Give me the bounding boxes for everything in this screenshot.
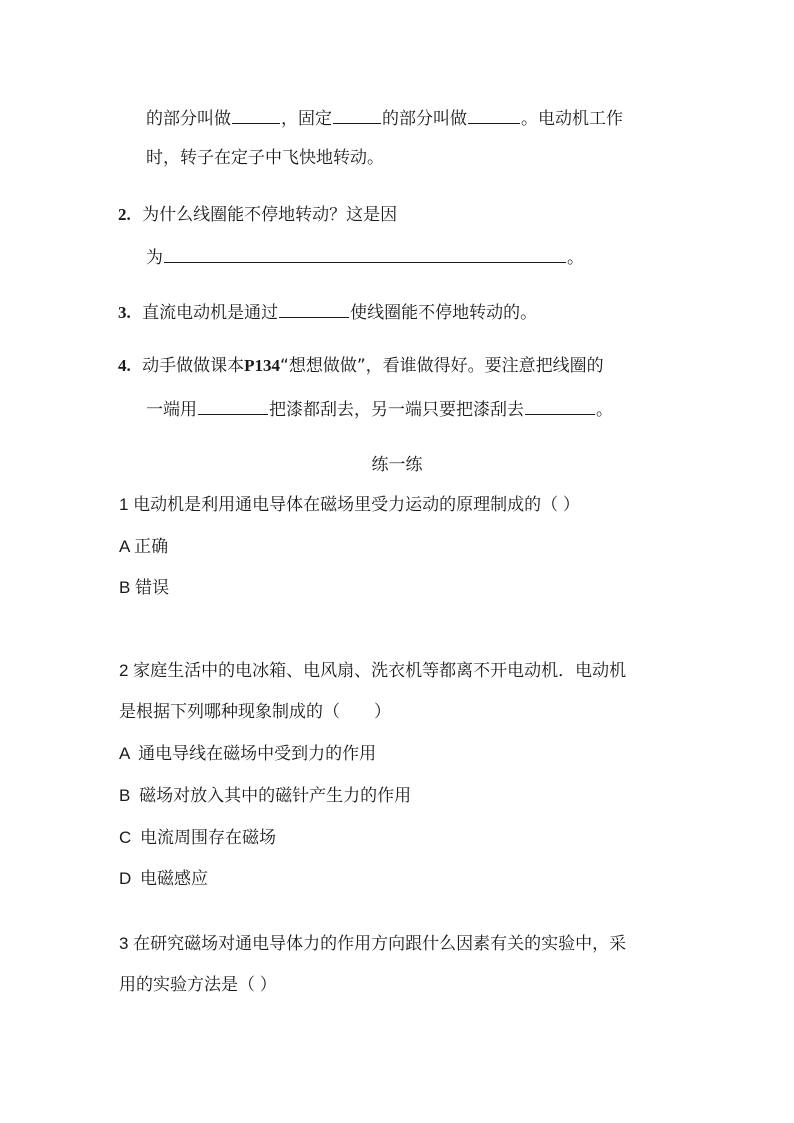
blank — [164, 244, 566, 263]
text-segment: 为 — [146, 248, 163, 268]
question-2-option-c[interactable] — [119, 826, 276, 850]
page-reference: P134 — [244, 356, 281, 375]
option-letter: A — [119, 537, 130, 556]
item-4-cont — [146, 396, 613, 422]
text-segment: 一端用 — [146, 400, 197, 420]
text-segment: 的部分叫做 — [146, 109, 231, 129]
text-segment: 。 — [596, 400, 613, 420]
text-segment: 的部分叫做 — [382, 109, 467, 129]
option-letter: C — [119, 828, 132, 847]
question-2-option-d[interactable] — [119, 867, 208, 891]
question-text: 2 家庭生活中的电冰箱、电风扇、洗衣机等都离不开电动机．电动机 — [119, 661, 627, 680]
text-segment: ，固定 — [281, 109, 332, 129]
item-text: 为什么线圈能不停地转动？这是因 — [142, 205, 398, 225]
question-2-option-a[interactable] — [119, 742, 376, 766]
option-text: 电流周围存在磁场 — [140, 828, 277, 847]
question-2-stem-line-1 — [119, 659, 626, 683]
blank — [198, 396, 268, 415]
text-segment: 直流电动机是通过 — [142, 303, 279, 323]
question-2-stem-line-2 — [119, 700, 391, 724]
question-text: 1 电动机是利用通电导体在磁场里受力运动的原理制成的（ ） — [119, 495, 580, 514]
blank — [468, 105, 520, 124]
option-text: 错误 — [135, 578, 170, 597]
option-letter: B — [119, 578, 131, 597]
question-3-stem-line-1 — [119, 932, 626, 956]
section-title: 练一练 — [371, 455, 423, 475]
question-1-stem — [119, 493, 580, 517]
item-number: 3. — [118, 303, 131, 322]
question-text: 3 在研究磁场对通电导体力的作用方向跟什么因素有关的实验中，采 — [119, 934, 627, 953]
blank — [232, 105, 280, 124]
fill-line-2 — [146, 146, 384, 170]
option-text: 磁场对放入其中的磁针产生力的作用 — [139, 786, 412, 805]
item-3 — [118, 299, 537, 325]
option-text: 电磁感应 — [140, 869, 209, 888]
text-segment: 动手做做课本 — [142, 356, 245, 376]
question-3-stem-line-2 — [119, 973, 277, 997]
question-text: 用的实验方法是（ ） — [119, 975, 277, 994]
text-segment: 。 — [567, 248, 584, 268]
option-letter: B — [119, 786, 131, 805]
text-segment: “想想做做”，看谁做得好。要注意把线圈的 — [280, 356, 604, 376]
option-letter: A — [119, 744, 130, 763]
option-letter: D — [119, 869, 132, 888]
question-1-option-b[interactable] — [119, 576, 169, 600]
question-2-option-b[interactable] — [119, 784, 411, 808]
fill-line-1 — [146, 105, 623, 131]
blank — [525, 396, 595, 415]
text-segment: 时，转子在定子中飞快地转动。 — [146, 148, 384, 168]
option-text: 通电导线在磁场中受到力的作用 — [138, 744, 377, 763]
question-text: 是根据下列哪种现象制成的（ ） — [119, 702, 391, 721]
question-1-option-a[interactable] — [119, 535, 168, 559]
option-text: 正确 — [134, 537, 169, 556]
text-segment: 。电动机工作 — [521, 109, 623, 129]
blank — [279, 299, 349, 318]
text-segment: 使线圈能不停地转动的。 — [350, 303, 538, 323]
item-number: 4. — [118, 356, 131, 375]
text-segment: 把漆都刮去，另一端只要把漆刮去 — [269, 400, 524, 420]
item-4 — [118, 354, 604, 378]
blank — [333, 105, 381, 124]
item-number: 2. — [118, 205, 131, 224]
item-2 — [118, 203, 397, 227]
item-2-cont — [146, 244, 584, 270]
